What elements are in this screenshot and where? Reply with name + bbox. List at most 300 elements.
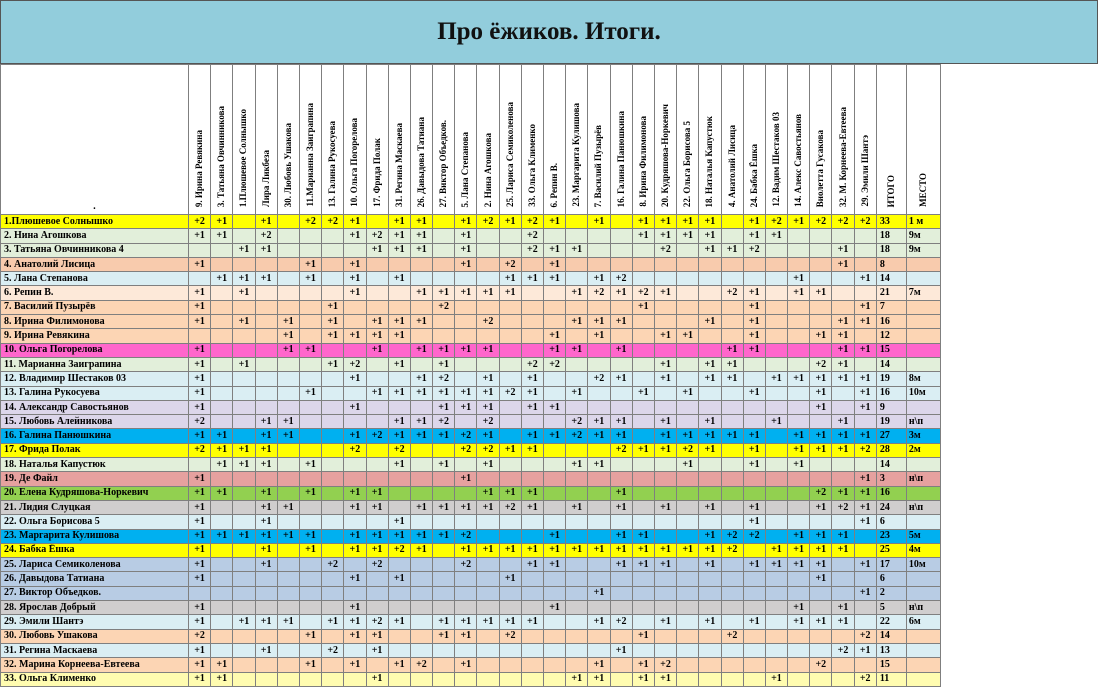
score-cell: [721, 572, 743, 586]
score-cell: [788, 315, 810, 329]
score-cell: +1: [255, 558, 277, 572]
score-cell: [632, 586, 654, 600]
score-cell: [832, 400, 854, 414]
score-cell: +2: [521, 215, 543, 229]
score-cell: [410, 586, 432, 600]
score-cell: [854, 286, 876, 300]
column-header: [433, 65, 455, 215]
score-cell: [699, 286, 721, 300]
score-cell: +1: [699, 415, 721, 429]
score-cell: +2: [677, 443, 699, 457]
score-cell: [322, 515, 344, 529]
score-cell: +1: [233, 443, 255, 457]
column-header: [544, 65, 566, 215]
score-cell: +1: [233, 243, 255, 257]
total-cell: 25: [876, 543, 906, 557]
column-header-label: 13. Галина Рукосуева: [327, 120, 338, 207]
score-cell: +1: [477, 429, 499, 443]
place-cell: [906, 672, 940, 686]
score-cell: [544, 415, 566, 429]
score-cell: [388, 400, 410, 414]
table-row: [1, 386, 941, 400]
score-cell: +1: [322, 315, 344, 329]
score-cell: +2: [765, 215, 787, 229]
score-cell: +2: [854, 629, 876, 643]
score-cell: [788, 572, 810, 586]
score-cell: [788, 343, 810, 357]
score-cell: +1: [233, 272, 255, 286]
score-cell: [788, 500, 810, 514]
column-header-label: 9. Ирина Ревякина: [194, 129, 205, 207]
score-cell: +2: [477, 315, 499, 329]
score-cell: +1: [433, 629, 455, 643]
score-cell: +2: [477, 443, 499, 457]
score-cell: [721, 229, 743, 243]
column-header: [299, 65, 321, 215]
score-cell: [721, 315, 743, 329]
score-cell: +1: [566, 543, 588, 557]
score-cell: [699, 486, 721, 500]
score-cell: +2: [588, 372, 610, 386]
score-cell: [810, 415, 832, 429]
score-cell: +1: [433, 386, 455, 400]
score-cell: +1: [544, 558, 566, 572]
score-cell: +1: [433, 343, 455, 357]
score-cell: +1: [366, 543, 388, 557]
score-cell: +1: [277, 529, 299, 543]
score-cell: [521, 343, 543, 357]
score-cell: [788, 586, 810, 600]
score-cell: [277, 543, 299, 557]
score-cell: +1: [743, 229, 765, 243]
table-row: [1, 229, 941, 243]
score-cell: [499, 315, 521, 329]
score-cell: [277, 443, 299, 457]
score-cell: [455, 272, 477, 286]
score-cell: [433, 643, 455, 657]
score-cell: +1: [677, 329, 699, 343]
table-row: [1, 458, 941, 472]
score-cell: [677, 272, 699, 286]
score-cell: +1: [854, 400, 876, 414]
score-cell: [632, 515, 654, 529]
column-header: [765, 65, 787, 215]
score-cell: +1: [344, 529, 366, 543]
score-cell: +1: [410, 343, 432, 357]
score-cell: [765, 472, 787, 486]
column-header-label: 12. Вадим Шестаков 03: [770, 112, 781, 207]
score-cell: [299, 429, 321, 443]
score-cell: [743, 572, 765, 586]
score-cell: [255, 286, 277, 300]
score-cell: +1: [499, 615, 521, 629]
score-cell: +1: [544, 543, 566, 557]
score-cell: [544, 386, 566, 400]
column-header: [344, 65, 366, 215]
score-cell: [788, 400, 810, 414]
score-cell: +1: [588, 215, 610, 229]
score-cell: [743, 257, 765, 271]
score-cell: [854, 529, 876, 543]
score-cell: [233, 472, 255, 486]
score-cell: [277, 300, 299, 314]
score-cell: [566, 601, 588, 615]
score-cell: +1: [699, 529, 721, 543]
score-cell: +2: [433, 372, 455, 386]
score-cell: +1: [743, 443, 765, 457]
score-cell: +1: [610, 286, 632, 300]
score-cell: [677, 615, 699, 629]
score-cell: +1: [433, 500, 455, 514]
score-cell: [721, 458, 743, 472]
score-cell: +1: [588, 415, 610, 429]
score-cell: [788, 486, 810, 500]
corner-mark: .: [92, 202, 97, 212]
score-cell: [211, 572, 233, 586]
score-cell: [410, 515, 432, 529]
score-cell: +2: [366, 558, 388, 572]
score-cell: +1: [810, 372, 832, 386]
score-cell: [632, 372, 654, 386]
column-header-label: 29. Эмили Шантэ: [859, 135, 870, 207]
score-cell: [699, 400, 721, 414]
score-cell: +1: [189, 486, 211, 500]
score-cell: [388, 343, 410, 357]
score-cell: [588, 400, 610, 414]
score-cell: [277, 658, 299, 672]
score-cell: +2: [322, 643, 344, 657]
score-cell: [211, 372, 233, 386]
participant-name: 15. Любовь Алейникова: [1, 415, 189, 429]
score-cell: +1: [632, 229, 654, 243]
participant-name: 3. Татьяна Овчинникова 4: [1, 243, 189, 257]
score-cell: [588, 515, 610, 529]
score-cell: [810, 586, 832, 600]
score-cell: [410, 643, 432, 657]
score-cell: [521, 315, 543, 329]
score-cell: [322, 229, 344, 243]
score-cell: +1: [388, 572, 410, 586]
score-cell: +1: [699, 229, 721, 243]
score-cell: [322, 343, 344, 357]
score-cell: [610, 672, 632, 686]
score-cell: [743, 586, 765, 600]
score-cell: +1: [654, 329, 676, 343]
score-cell: [388, 643, 410, 657]
place-cell: 3м: [906, 429, 940, 443]
score-cell: +1: [322, 329, 344, 343]
score-cell: +1: [788, 529, 810, 543]
score-cell: +1: [410, 215, 432, 229]
total-cell: 15: [876, 343, 906, 357]
score-cell: +1: [344, 572, 366, 586]
score-cell: [677, 257, 699, 271]
score-cell: +1: [499, 486, 521, 500]
total-cell: 22: [876, 615, 906, 629]
score-cell: [765, 272, 787, 286]
score-cell: +1: [521, 386, 543, 400]
score-cell: +2: [322, 215, 344, 229]
score-cell: +1: [477, 286, 499, 300]
score-cell: [322, 429, 344, 443]
score-cell: [277, 558, 299, 572]
table-row: [1, 372, 941, 386]
score-cell: [632, 315, 654, 329]
column-header-label: 25. Лариса Семиколенова: [504, 102, 515, 207]
score-cell: [632, 243, 654, 257]
score-cell: +1: [832, 257, 854, 271]
place-cell: [906, 300, 940, 314]
score-cell: +1: [255, 215, 277, 229]
score-cell: +2: [810, 486, 832, 500]
score-cell: +1: [344, 272, 366, 286]
score-cell: [765, 629, 787, 643]
table-row: [1, 543, 941, 557]
score-cell: +1: [677, 386, 699, 400]
column-header-label: 26. Давыдова Татиана: [415, 116, 426, 207]
table-row: [1, 572, 941, 586]
score-cell: +1: [455, 229, 477, 243]
score-cell: +1: [832, 543, 854, 557]
score-cell: [654, 601, 676, 615]
score-cell: +1: [255, 429, 277, 443]
score-cell: +1: [654, 372, 676, 386]
column-header-label: 18. Наталья Капустюк: [704, 115, 715, 207]
score-cell: [233, 343, 255, 357]
score-cell: +2: [455, 443, 477, 457]
score-cell: +1: [455, 500, 477, 514]
participant-name: 23. Маргарита Кулишова: [1, 529, 189, 543]
score-cell: [233, 543, 255, 557]
column-header-label: 17. Фрида Полак: [371, 138, 382, 207]
score-cell: [388, 486, 410, 500]
score-cell: +1: [366, 486, 388, 500]
place-cell: 8м: [906, 372, 940, 386]
score-cell: +1: [632, 529, 654, 543]
score-cell: +1: [544, 243, 566, 257]
score-cell: +1: [277, 500, 299, 514]
score-cell: +1: [189, 658, 211, 672]
score-cell: [344, 458, 366, 472]
score-cell: [610, 515, 632, 529]
column-header: [477, 65, 499, 215]
score-cell: [721, 500, 743, 514]
score-cell: +1: [788, 458, 810, 472]
score-cell: +1: [388, 386, 410, 400]
score-cell: [277, 386, 299, 400]
score-cell: [699, 601, 721, 615]
score-cell: +1: [743, 343, 765, 357]
score-cell: [255, 601, 277, 615]
score-cell: +2: [255, 229, 277, 243]
score-cell: +1: [211, 658, 233, 672]
score-cell: [832, 286, 854, 300]
score-cell: +1: [410, 229, 432, 243]
score-cell: +1: [299, 529, 321, 543]
score-cell: +1: [433, 357, 455, 371]
score-cell: [344, 643, 366, 657]
score-cell: +1: [322, 615, 344, 629]
score-cell: +1: [344, 615, 366, 629]
score-cell: +1: [588, 329, 610, 343]
score-cell: +1: [699, 215, 721, 229]
score-cell: +1: [632, 672, 654, 686]
score-cell: [211, 472, 233, 486]
score-cell: +1: [654, 429, 676, 443]
score-cell: [277, 515, 299, 529]
score-cell: [233, 486, 255, 500]
score-cell: [566, 572, 588, 586]
score-cell: [699, 272, 721, 286]
score-cell: +1: [610, 529, 632, 543]
score-cell: +1: [299, 486, 321, 500]
score-cell: [477, 272, 499, 286]
score-cell: +2: [521, 243, 543, 257]
score-cell: [566, 643, 588, 657]
score-cell: +1: [233, 357, 255, 371]
score-cell: [566, 272, 588, 286]
corner-cell: [1, 65, 189, 215]
score-cell: [233, 257, 255, 271]
score-cell: +1: [832, 429, 854, 443]
score-cell: [610, 215, 632, 229]
score-cell: +1: [832, 372, 854, 386]
score-cell: [854, 543, 876, 557]
score-cell: [388, 472, 410, 486]
place-cell: [906, 658, 940, 672]
score-cell: [632, 272, 654, 286]
score-cell: +1: [255, 500, 277, 514]
score-cell: [588, 529, 610, 543]
total-cell: 2: [876, 586, 906, 600]
column-header-label: 6. Репин В.: [549, 162, 560, 207]
score-cell: [233, 329, 255, 343]
score-cell: [654, 315, 676, 329]
column-header-label: 5. Лана Степанова: [460, 131, 471, 207]
score-cell: +1: [610, 543, 632, 557]
score-cell: +2: [810, 658, 832, 672]
column-header: [721, 65, 743, 215]
score-cell: +1: [854, 315, 876, 329]
score-cell: [299, 572, 321, 586]
column-header: [499, 65, 521, 215]
score-cell: +1: [299, 629, 321, 643]
score-cell: [544, 315, 566, 329]
participant-name: 12. Владимир Шестаков 03: [1, 372, 189, 386]
score-cell: [344, 343, 366, 357]
column-header: [277, 65, 299, 215]
place-cell: [906, 400, 940, 414]
score-cell: +2: [499, 500, 521, 514]
score-cell: +1: [632, 215, 654, 229]
score-cell: [433, 243, 455, 257]
score-cell: [455, 643, 477, 657]
score-cell: +2: [189, 443, 211, 457]
score-cell: +1: [854, 500, 876, 514]
score-cell: [255, 372, 277, 386]
score-cell: [455, 458, 477, 472]
score-cell: [588, 486, 610, 500]
score-cell: +1: [388, 415, 410, 429]
score-cell: [632, 500, 654, 514]
score-cell: [699, 329, 721, 343]
score-cell: [788, 415, 810, 429]
score-cell: [322, 458, 344, 472]
score-cell: [632, 415, 654, 429]
score-cell: +2: [721, 529, 743, 543]
score-cell: [211, 286, 233, 300]
score-cell: [677, 601, 699, 615]
score-cell: +1: [255, 543, 277, 557]
score-cell: [322, 272, 344, 286]
score-cell: [322, 629, 344, 643]
score-cell: [788, 658, 810, 672]
score-cell: +2: [477, 215, 499, 229]
score-cell: [211, 500, 233, 514]
score-cell: +1: [610, 343, 632, 357]
score-cell: [677, 672, 699, 686]
score-cell: [410, 672, 432, 686]
score-cell: +1: [410, 286, 432, 300]
total-cell: 14: [876, 629, 906, 643]
score-cell: +1: [299, 343, 321, 357]
score-cell: [277, 572, 299, 586]
column-header-label: Виолетта Гусакова: [815, 129, 826, 207]
score-cell: +1: [344, 486, 366, 500]
score-cell: [410, 443, 432, 457]
score-cell: +1: [654, 357, 676, 371]
score-cell: +1: [654, 415, 676, 429]
score-cell: [588, 443, 610, 457]
score-cell: [211, 643, 233, 657]
score-cell: +1: [455, 386, 477, 400]
score-cell: [610, 572, 632, 586]
column-header-label: 14. Алекс Савостьянов: [793, 114, 804, 207]
score-cell: [499, 586, 521, 600]
column-header: [366, 65, 388, 215]
score-cell: [566, 472, 588, 486]
score-cell: [832, 558, 854, 572]
score-cell: [455, 601, 477, 615]
score-cell: [610, 300, 632, 314]
score-cell: +1: [588, 272, 610, 286]
score-cell: [566, 629, 588, 643]
score-cell: [322, 257, 344, 271]
score-cell: [255, 472, 277, 486]
score-cell: [233, 629, 255, 643]
score-cell: +1: [366, 315, 388, 329]
score-cell: [211, 543, 233, 557]
table-row: [1, 343, 941, 357]
column-header: [788, 65, 810, 215]
score-cell: +1: [743, 315, 765, 329]
score-cell: [277, 257, 299, 271]
score-cell: [277, 400, 299, 414]
column-header-label: 1.Плюшевое Солнышко: [238, 108, 249, 207]
score-cell: +1: [566, 315, 588, 329]
score-cell: [743, 400, 765, 414]
score-cell: [277, 372, 299, 386]
score-cell: [433, 672, 455, 686]
score-cell: [765, 486, 787, 500]
score-cell: [566, 615, 588, 629]
score-cell: [610, 257, 632, 271]
score-cell: [410, 272, 432, 286]
score-cell: +1: [455, 215, 477, 229]
score-cell: +1: [388, 215, 410, 229]
score-cell: +1: [477, 543, 499, 557]
table-row: [1, 672, 941, 686]
